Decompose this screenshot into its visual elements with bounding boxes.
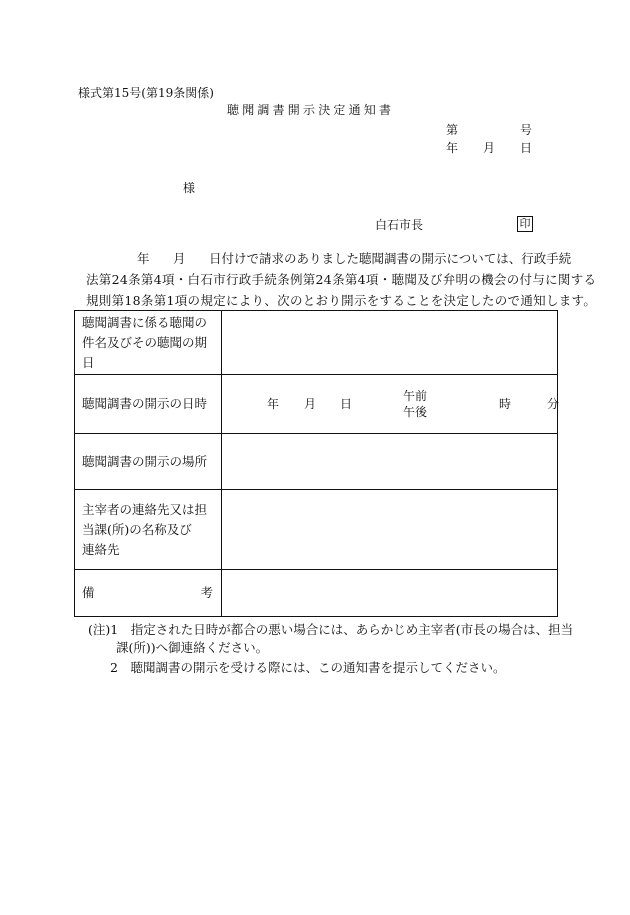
note-1-line-2: 課(所))へ御連絡ください。 <box>116 640 269 655</box>
subject-label-line: 件名及びその聴聞の期 <box>82 334 208 350</box>
subject-label <box>75 311 222 375</box>
remarks-label-left: 備 <box>82 585 95 600</box>
table-row <box>75 434 558 490</box>
body-month-label: 月 <box>173 251 186 266</box>
datetime-minute: 分 <box>547 397 560 411</box>
contact-label <box>75 490 222 570</box>
note-2: 2 聴聞調書の開示を受ける際には、この通知書を提示してください。 <box>110 660 506 675</box>
date-day-label: 日 <box>520 141 533 155</box>
contact-label-line: 当課(所)の名称及び <box>82 521 192 537</box>
note-1-line-1: (注)1 指定された日時が都合の悪い場合には、あらかじめ主宰者(市長の場合は、担当 <box>88 622 574 637</box>
table-row <box>75 375 558 434</box>
subject-label-line: 聴聞調書に係る聴聞の <box>82 314 208 330</box>
body-line-3: 規則第18条第1項の規定により、次のとおり開示をすることを決定したので通知します。 <box>86 293 597 308</box>
datetime-am: 午前 <box>403 389 428 403</box>
document-title: 聴聞調書開示決定通知書 <box>227 103 395 117</box>
table-row <box>75 311 558 375</box>
contact-field[interactable] <box>222 490 558 570</box>
date-year-label: 年 <box>446 141 459 155</box>
table-row <box>75 570 558 617</box>
contact-label-line: 主宰者の連絡先又は担 <box>82 501 208 517</box>
place-label: 聴聞調書の開示の場所 <box>75 434 222 490</box>
seal-mark: 印 <box>517 216 533 232</box>
addressee-suffix: 様 <box>183 181 196 195</box>
datetime-pm: 午後 <box>403 405 428 419</box>
body-text-1: 日付けで請求のありました聴聞調書の開示については、行政手続 <box>209 251 572 266</box>
datetime-label: 聴聞調書の開示の日時 <box>75 375 222 434</box>
remarks-label-right: 考 <box>200 585 213 600</box>
datetime-day: 日 <box>340 397 353 411</box>
form-number-label: 様式第15号(第19条関係) <box>78 86 214 100</box>
remarks-field[interactable] <box>222 570 558 617</box>
table-row <box>75 490 558 570</box>
date-month-label: 月 <box>483 141 496 155</box>
contact-label-line: 連絡先 <box>82 541 120 557</box>
disclosure-table <box>74 310 558 617</box>
subject-label-line: 日 <box>82 354 95 370</box>
datetime-year: 年 <box>267 397 280 411</box>
subject-field[interactable] <box>222 311 558 375</box>
datetime-month: 月 <box>304 397 317 411</box>
datetime-field[interactable] <box>222 375 558 434</box>
datetime-hour: 時 <box>499 397 512 411</box>
number-prefix: 第 <box>446 123 459 137</box>
number-suffix: 号 <box>520 123 533 137</box>
place-field[interactable] <box>222 434 558 490</box>
body-line-2: 法第24条第4項・白石市行政手続条例第24条第4項・聴聞及び弁明の機会の付与に関する <box>86 272 597 287</box>
body-year-label: 年 <box>137 251 150 266</box>
remarks-label-text <box>82 583 221 603</box>
datetime-content <box>222 375 560 433</box>
remarks-label <box>75 570 222 617</box>
sender-name: 白石市長 <box>375 218 424 232</box>
